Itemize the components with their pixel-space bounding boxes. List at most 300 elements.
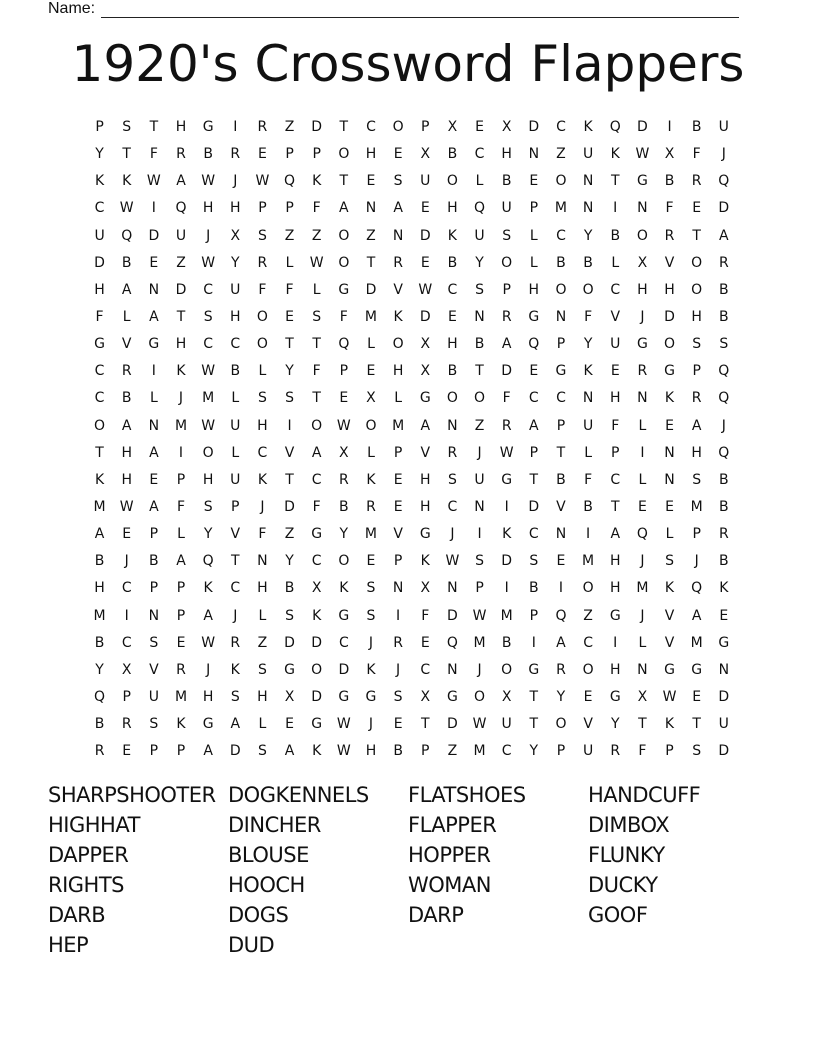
grid-letter: S	[230, 688, 240, 705]
grid-letter: H	[501, 146, 512, 163]
grid-letter: P	[149, 580, 159, 597]
grid-letter: L	[258, 716, 267, 733]
grid-letter: S	[285, 390, 294, 407]
grid-letter: S	[203, 498, 213, 515]
grid-letter: Z	[556, 146, 566, 163]
grid-letter: B	[149, 553, 159, 570]
grid-letter: H	[664, 281, 675, 298]
grid-letter: B	[447, 146, 458, 163]
grid-letter: H	[121, 471, 132, 488]
grid-letter: Q	[609, 119, 621, 135]
grid-letter: B	[447, 254, 458, 271]
grid-letter: Q	[718, 444, 730, 461]
grid-letter: B	[339, 498, 349, 515]
grid-letter: S	[475, 553, 484, 570]
grid-letter: D	[718, 688, 730, 705]
grid-letter: H	[94, 580, 105, 597]
grid-letter: A	[691, 417, 702, 434]
grid-letter: X	[420, 363, 431, 380]
grid-letter: C	[420, 661, 431, 678]
grid-letter: J	[206, 227, 211, 244]
grid-letter: F	[665, 200, 674, 217]
grid-letter: W	[201, 417, 216, 434]
grid-letter: O	[664, 336, 676, 353]
grid-letter: R	[257, 119, 268, 135]
grid-letter: N	[555, 308, 567, 325]
grid-letter: U	[230, 281, 241, 298]
grid-letter: Q	[474, 200, 486, 217]
grid-letter: L	[367, 444, 375, 461]
grid-letter: A	[339, 200, 349, 217]
grid-letter: W	[336, 743, 351, 760]
grid-letter: H	[609, 553, 621, 570]
grid-letter: H	[257, 417, 268, 434]
grid-letter: Q	[528, 336, 540, 353]
grid-letter: X	[121, 661, 132, 678]
grid-letter: L	[258, 363, 267, 380]
grid-letter: G	[148, 336, 160, 353]
grid-letter: E	[529, 363, 539, 380]
grid-letter: H	[365, 146, 377, 163]
grid-letter: M	[554, 200, 567, 217]
grid-letter: N	[555, 526, 567, 543]
grid-letter: E	[692, 200, 702, 217]
grid-letter: N	[447, 580, 458, 597]
grid-letter: B	[719, 553, 729, 570]
grid-row	[86, 657, 737, 684]
grid-letter: G	[338, 688, 350, 705]
grid-letter: K	[312, 607, 322, 624]
grid-letter: B	[94, 716, 105, 733]
grid-letter: V	[420, 444, 431, 461]
grid-letter: P	[529, 200, 539, 217]
grid-letter: Y	[95, 661, 104, 678]
grid-letter: T	[285, 471, 294, 488]
grid-letter: B	[610, 227, 621, 244]
grid-letter: E	[637, 498, 647, 515]
grid-letter: K	[339, 580, 349, 597]
grid-letter: Z	[366, 227, 376, 244]
grid-row	[86, 440, 737, 467]
grid-letter: R	[501, 417, 512, 434]
grid-letter: B	[719, 498, 729, 515]
grid-letter: E	[393, 146, 403, 163]
grid-letter: A	[149, 308, 159, 325]
grid-letter: C	[94, 390, 105, 407]
grid-letter: N	[637, 200, 648, 217]
grid-letter: E	[339, 390, 349, 407]
grid-letter: P	[556, 336, 566, 353]
grid-letter: F	[312, 498, 321, 515]
grid-letter: C	[121, 634, 132, 651]
grid-letter: Y	[285, 363, 294, 380]
word-list-item: HOPPER	[408, 843, 491, 867]
grid-letter: D	[419, 308, 431, 325]
grid-letter: W	[146, 173, 161, 190]
grid-letter: Y	[556, 688, 566, 705]
grid-letter: O	[691, 254, 703, 271]
page-title: 1920's Crossword Flappers	[71, 35, 745, 93]
grid-letter: S	[122, 119, 132, 135]
grid-letter: X	[311, 580, 322, 597]
grid-letter: R	[230, 634, 241, 651]
grid-letter: C	[203, 281, 214, 298]
grid-letter: N	[148, 417, 160, 434]
grid-letter: O	[338, 553, 350, 570]
grid-letter: Q	[121, 227, 133, 244]
grid-letter: V	[664, 254, 675, 271]
grid-letter: T	[95, 444, 104, 461]
grid-letter: H	[609, 390, 621, 407]
grid-letter: R	[610, 743, 621, 760]
grid-letter: T	[692, 716, 701, 733]
grid-letter: O	[311, 661, 323, 678]
grid-letter: X	[501, 119, 512, 135]
grid-letter: T	[529, 716, 539, 733]
grid-letter: D	[94, 254, 105, 271]
grid-letter: G	[365, 688, 377, 705]
grid-row	[86, 331, 737, 358]
grid-row	[86, 711, 737, 738]
grid-letter: L	[285, 254, 294, 271]
grid-letter: T	[285, 336, 294, 353]
grid-letter: D	[311, 688, 323, 705]
grid-letter: L	[394, 390, 403, 407]
grid-letter: E	[393, 716, 403, 733]
grid-letter: N	[474, 498, 485, 515]
grid-letter: C	[501, 743, 512, 760]
grid-letter: Z	[583, 607, 593, 624]
grid-letter: P	[176, 471, 186, 488]
grid-letter: W	[201, 363, 216, 380]
grid-letter: D	[447, 607, 458, 624]
word-list-item: HOOCH	[228, 873, 305, 897]
grid-letter: X	[420, 146, 431, 163]
grid-letter: N	[582, 200, 594, 217]
grid-letter: F	[421, 607, 430, 624]
grid-row	[86, 195, 737, 222]
grid-letter: I	[151, 363, 156, 380]
grid-letter: I	[124, 607, 129, 624]
grid-letter: D	[664, 308, 675, 325]
grid-letter: T	[339, 173, 349, 190]
grid-letter: A	[176, 173, 186, 190]
grid-letter: S	[665, 553, 674, 570]
grid-letter: F	[312, 363, 321, 380]
name-label: Name:	[48, 0, 96, 17]
grid-letter: L	[367, 336, 375, 353]
grid-letter: K	[502, 526, 512, 543]
word-list-item: FLAPPER	[408, 813, 497, 837]
grid-row	[86, 385, 737, 412]
grid-letter: A	[94, 526, 105, 543]
grid-row	[86, 277, 737, 304]
word-list-item: DOGS	[228, 903, 289, 927]
grid-letter: H	[447, 200, 458, 217]
grid-letter: Q	[284, 173, 296, 190]
grid-letter: R	[718, 254, 729, 271]
grid-letter: I	[396, 607, 401, 624]
grid-letter: X	[366, 390, 376, 407]
grid-letter: K	[664, 580, 675, 597]
grid-letter: R	[718, 526, 729, 543]
grid-letter: U	[582, 146, 594, 163]
grid-letter: E	[420, 254, 430, 271]
grid-letter: E	[285, 716, 294, 733]
grid-letter: W	[336, 417, 351, 434]
grid-letter: T	[420, 716, 430, 733]
name-field	[48, 0, 739, 18]
grid-letter: H	[257, 688, 268, 705]
grid-letter: F	[312, 200, 321, 217]
grid-letter: A	[149, 444, 159, 461]
grid-letter: T	[312, 390, 321, 407]
grid-letter: J	[368, 716, 374, 733]
grid-letter: W	[201, 254, 216, 271]
grid-letter: B	[719, 308, 729, 325]
grid-letter: B	[556, 471, 566, 488]
grid-letter: R	[338, 471, 349, 488]
grid-letter: E	[583, 688, 593, 705]
grid-letter: F	[176, 498, 186, 515]
grid-letter: O	[338, 254, 350, 271]
grid-letter: O	[636, 227, 648, 244]
grid-letter: R	[393, 634, 403, 651]
grid-letter: Y	[583, 336, 593, 353]
grid-letter: E	[719, 607, 729, 624]
grid-letter: C	[610, 471, 621, 488]
grid-letter: K	[122, 173, 132, 190]
grid-letter: J	[368, 634, 374, 651]
grid-letter: C	[366, 119, 376, 135]
grid-letter: G	[202, 119, 214, 135]
grid-letter: T	[692, 227, 701, 244]
grid-letter: Q	[446, 634, 458, 651]
grid-letter: P	[95, 119, 104, 135]
grid-letter: L	[611, 254, 620, 271]
grid-letter: W	[472, 716, 487, 733]
grid-letter: P	[692, 363, 701, 380]
grid-letter: N	[582, 173, 594, 190]
grid-letter: G	[528, 661, 540, 678]
grid-row	[86, 603, 737, 630]
grid-letter: O	[94, 417, 106, 434]
grid-letter: B	[203, 146, 213, 163]
grid-letter: S	[285, 607, 294, 624]
grid-letter: L	[231, 390, 240, 407]
grid-letter: A	[719, 227, 729, 244]
grid-letter: C	[556, 119, 566, 135]
grid-letter: K	[583, 363, 593, 380]
grid-letter: L	[149, 390, 158, 407]
letter-grid	[86, 114, 737, 765]
grid-letter: O	[555, 716, 567, 733]
grid-letter: L	[638, 471, 647, 488]
grid-letter: Z	[311, 227, 322, 244]
grid-letter: D	[501, 363, 513, 380]
grid-letter: C	[203, 336, 214, 353]
grid-letter: A	[311, 444, 322, 461]
grid-letter: B	[121, 254, 132, 271]
grid-letter: B	[583, 254, 593, 271]
grid-letter: P	[421, 743, 430, 760]
grid-letter: K	[94, 173, 105, 190]
grid-letter: P	[393, 553, 403, 570]
word-list-item: GOOF	[588, 903, 648, 927]
grid-letter: Y	[610, 716, 620, 733]
grid-letter: D	[501, 553, 513, 570]
grid-letter: I	[640, 444, 645, 461]
word-list-item: DARB	[48, 903, 106, 927]
grid-letter: P	[393, 444, 403, 461]
grid-row	[86, 141, 737, 168]
grid-letter: L	[231, 444, 240, 461]
grid-letter: P	[285, 146, 294, 163]
grid-letter: J	[396, 661, 401, 678]
grid-row	[86, 630, 737, 657]
grid-letter: C	[556, 390, 566, 407]
grid-letter: C	[121, 580, 132, 597]
grid-letter: M	[582, 553, 595, 570]
grid-letter: B	[447, 363, 458, 380]
grid-letter: C	[94, 363, 105, 380]
grid-row	[86, 413, 737, 440]
grid-letter: L	[475, 173, 484, 190]
grid-letter: N	[637, 390, 648, 407]
grid-letter: S	[149, 634, 159, 651]
grid-letter: I	[667, 119, 672, 135]
grid-letter: H	[691, 308, 702, 325]
grid-letter: B	[501, 634, 512, 651]
grid-letter: P	[692, 526, 701, 543]
grid-letter: R	[366, 498, 376, 515]
grid-letter: B	[284, 580, 295, 597]
grid-letter: G	[636, 173, 648, 190]
grid-letter: P	[475, 580, 484, 597]
grid-letter: U	[420, 173, 431, 190]
grid-letter: B	[501, 173, 512, 190]
grid-letter: I	[531, 634, 536, 651]
grid-letter: Q	[718, 173, 730, 190]
grid-letter: P	[339, 363, 349, 380]
grid-letter: H	[202, 200, 214, 217]
grid-letter: Y	[529, 743, 539, 760]
grid-letter: B	[474, 336, 485, 353]
grid-letter: X	[637, 254, 648, 271]
grid-letter: M	[93, 607, 106, 624]
grid-letter: U	[610, 336, 621, 353]
grid-letter: P	[285, 200, 294, 217]
grid-letter: N	[148, 607, 160, 624]
grid-letter: L	[529, 254, 538, 271]
grid-letter: V	[393, 281, 403, 298]
grid-letter: F	[258, 526, 267, 543]
grid-letter: G	[718, 634, 730, 651]
grid-letter: B	[691, 119, 702, 135]
grid-letter: R	[121, 716, 132, 733]
grid-letter: I	[504, 580, 509, 597]
grid-letter: S	[366, 580, 376, 597]
grid-letter: F	[502, 390, 511, 407]
grid-letter: C	[528, 526, 539, 543]
grid-letter: U	[230, 417, 241, 434]
grid-letter: R	[447, 444, 458, 461]
grid-letter: E	[122, 526, 132, 543]
grid-letter: M	[636, 580, 649, 597]
word-list-item: DOGKENNELS	[228, 783, 369, 807]
word-list-item: RIGHTS	[48, 873, 125, 897]
grid-letter: P	[176, 580, 186, 597]
grid-letter: E	[420, 200, 430, 217]
grid-letter: E	[149, 254, 159, 271]
grid-letter: L	[529, 227, 538, 244]
grid-letter: X	[664, 146, 675, 163]
grid-letter: Z	[284, 227, 295, 244]
grid-letter: O	[501, 254, 513, 271]
grid-letter: V	[230, 526, 241, 543]
grid-letter: K	[366, 471, 376, 488]
grid-letter: V	[610, 308, 621, 325]
grid-letter: U	[474, 227, 485, 244]
grid-letter: A	[420, 417, 431, 434]
grid-letter: R	[501, 308, 512, 325]
grid-letter: H	[175, 119, 187, 135]
grid-letter: W	[635, 146, 650, 163]
grid-letter: S	[719, 336, 729, 353]
grid-letter: U	[94, 227, 105, 244]
grid-letter: A	[556, 634, 566, 651]
grid-letter: G	[446, 688, 458, 705]
grid-letter: M	[202, 390, 215, 407]
grid-letter: E	[285, 308, 294, 325]
grid-letter: H	[419, 498, 431, 515]
grid-letter: X	[420, 688, 431, 705]
grid-letter: L	[177, 526, 185, 543]
grid-letter: E	[366, 363, 376, 380]
grid-letter: K	[664, 390, 675, 407]
grid-letter: M	[174, 417, 188, 434]
grid-letter: B	[583, 498, 593, 515]
grid-letter: Y	[203, 526, 213, 543]
grid-letter: B	[94, 553, 105, 570]
word-list-item: FLATSHOES	[408, 783, 526, 807]
grid-letter: O	[392, 119, 404, 135]
grid-letter: T	[366, 254, 376, 271]
grid-letter: A	[121, 417, 132, 434]
grid-letter: S	[393, 688, 403, 705]
grid-letter: D	[718, 200, 730, 217]
grid-letter: A	[393, 200, 403, 217]
grid-letter: H	[94, 281, 105, 298]
grid-letter: I	[613, 200, 618, 217]
grid-letter: N	[474, 308, 485, 325]
grid-letter: H	[230, 308, 241, 325]
grid-letter: O	[691, 281, 703, 298]
grid-letter: A	[501, 336, 512, 353]
grid-letter: S	[257, 390, 267, 407]
grid-letter: E	[447, 308, 457, 325]
grid-letter: R	[637, 363, 648, 380]
grid-letter: N	[447, 417, 458, 434]
grid-letter: L	[638, 417, 647, 434]
grid-letter: M	[93, 498, 106, 515]
grid-letter: B	[94, 634, 105, 651]
grid-letter: Z	[176, 254, 186, 271]
grid-letter: E	[366, 553, 376, 570]
grid-letter: F	[285, 281, 294, 298]
grid-row	[86, 548, 737, 575]
grid-row	[86, 575, 737, 602]
